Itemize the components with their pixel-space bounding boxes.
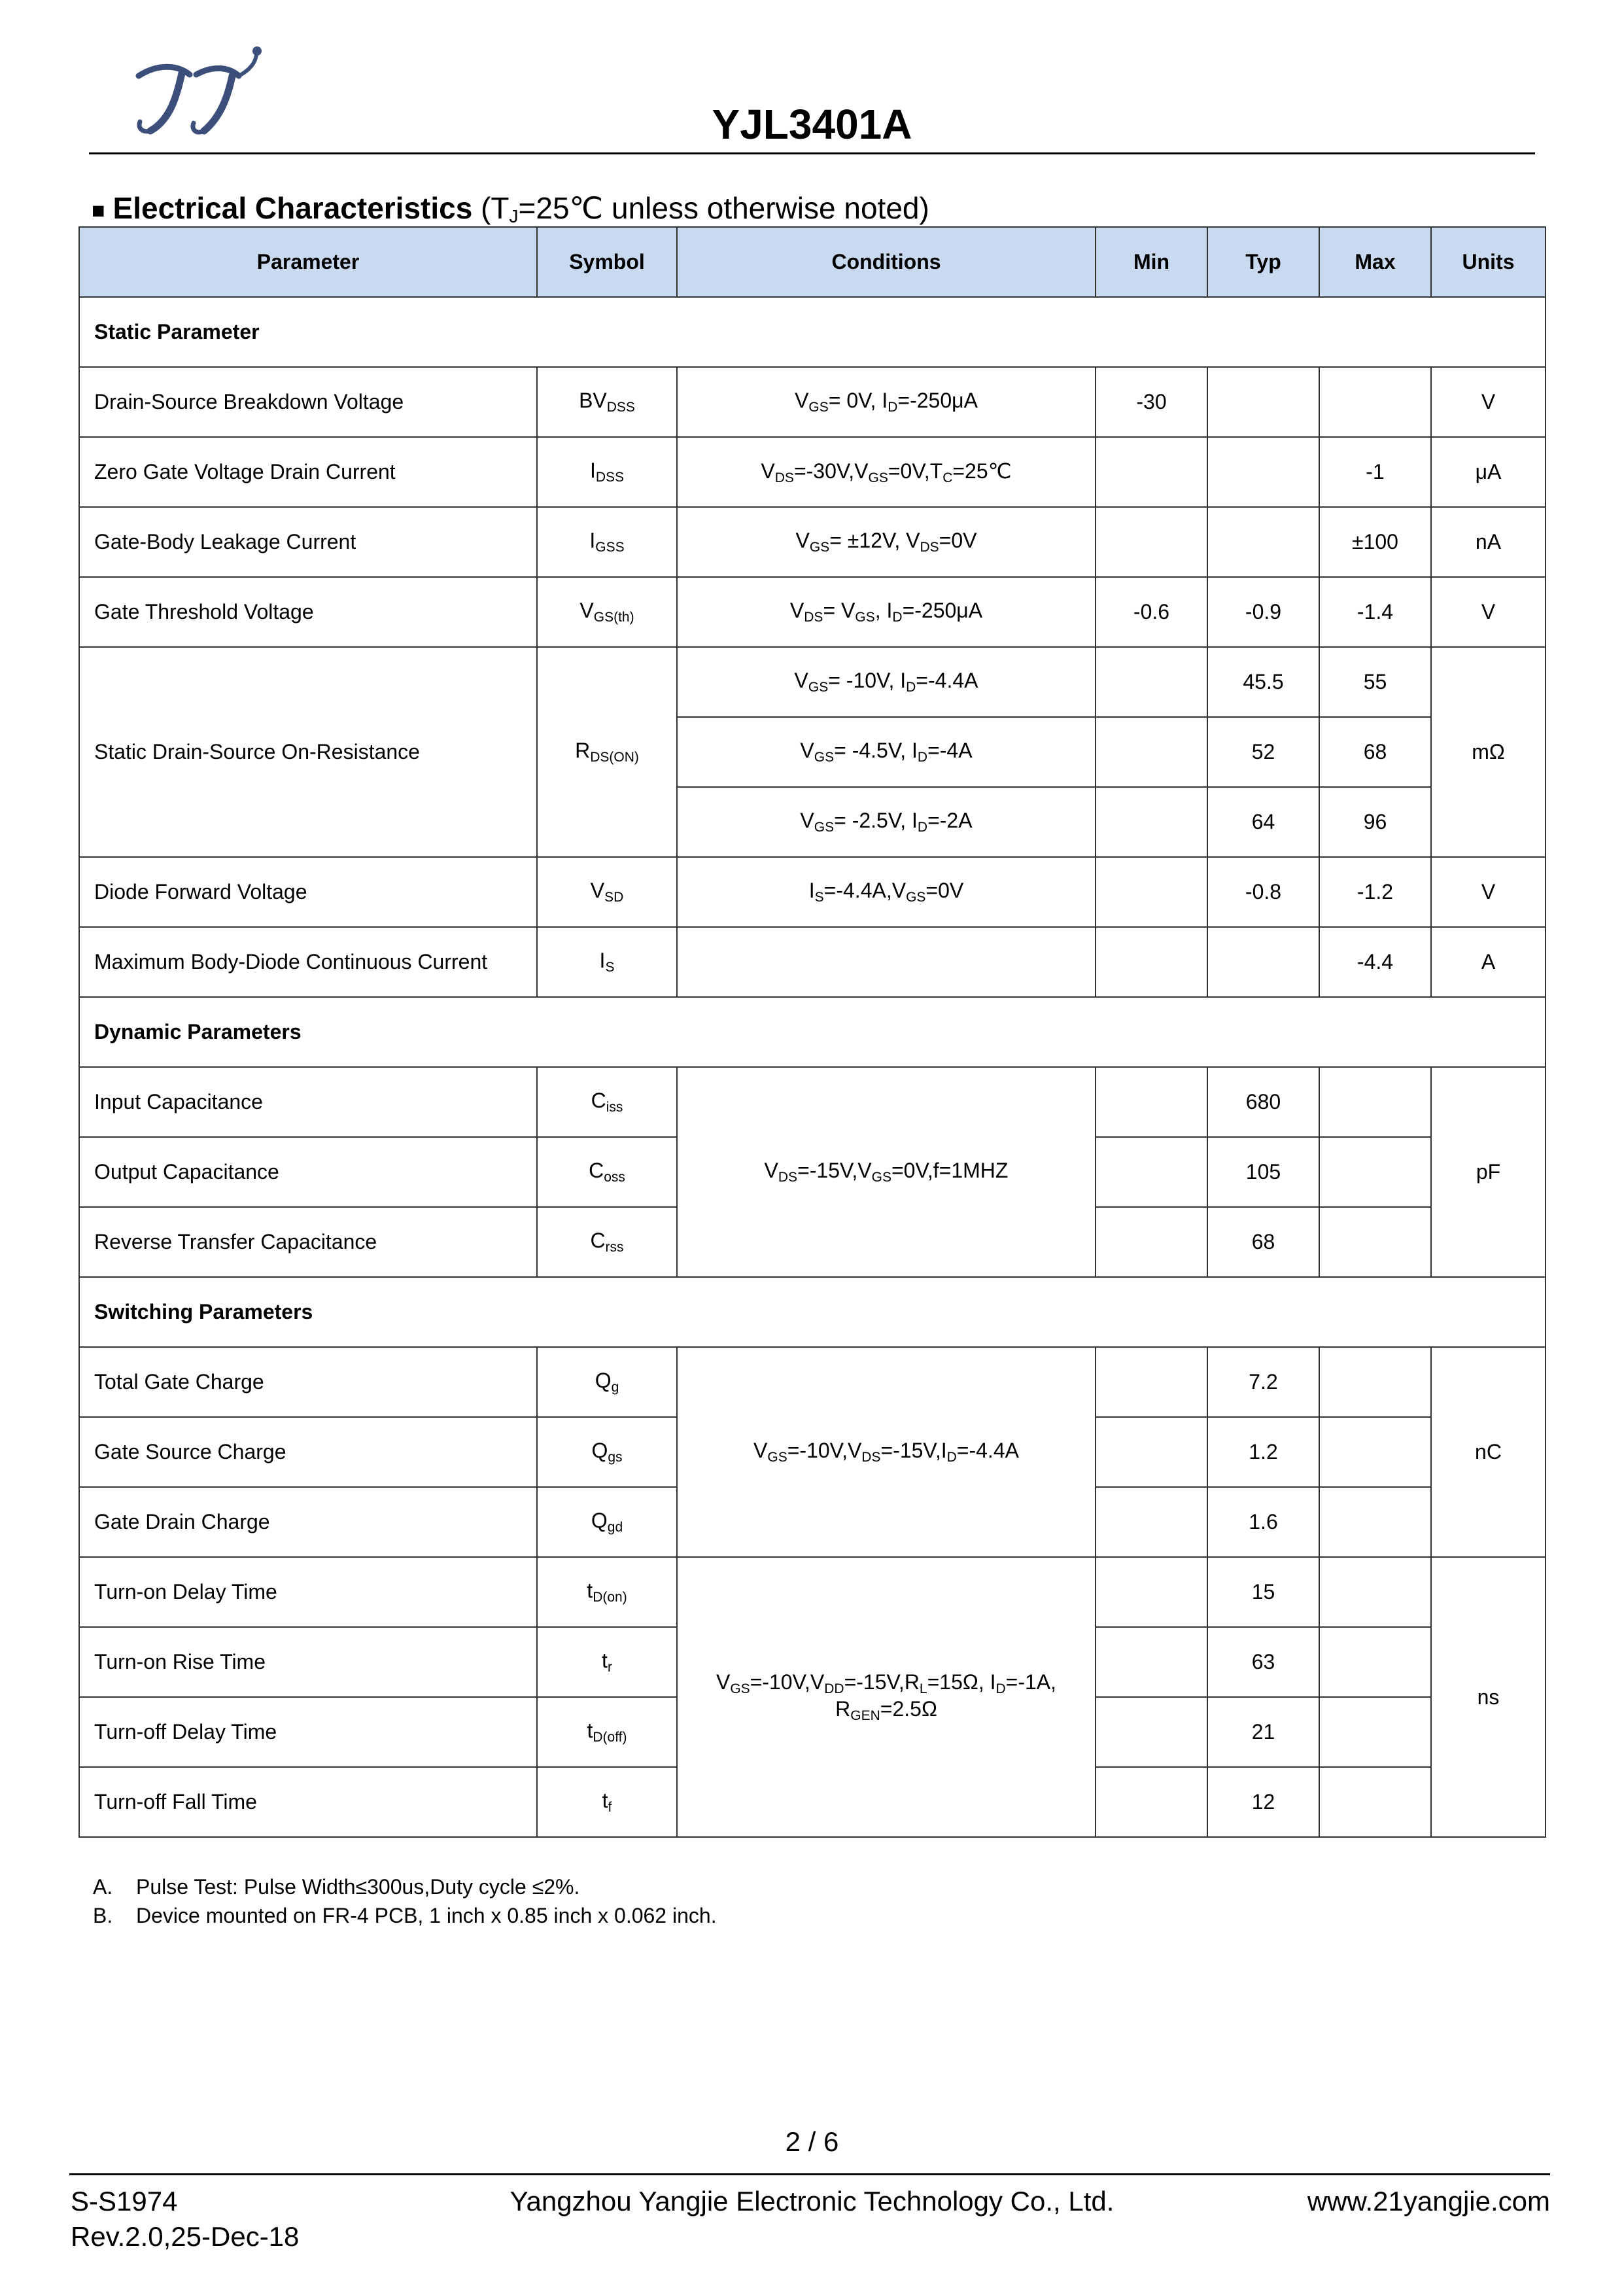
max-cell xyxy=(1319,1767,1431,1837)
max-cell: -1 xyxy=(1319,437,1431,507)
typ-cell: 105 xyxy=(1207,1137,1319,1207)
symbol-cell: $V_{GS(th)}$ xyxy=(537,577,677,647)
param-cell: Diode Forward Voltage xyxy=(79,857,537,927)
unit-cell: pF xyxy=(1431,1067,1546,1277)
section-switching-label: Switching Parameters xyxy=(79,1277,1546,1347)
table-row xyxy=(79,1067,1546,1137)
max-cell xyxy=(1319,1697,1431,1767)
typ-cell xyxy=(1207,927,1319,997)
min-cell xyxy=(1096,1487,1207,1557)
max-cell: ±100 xyxy=(1319,507,1431,577)
min-cell: -0.6 xyxy=(1096,577,1207,647)
min-cell xyxy=(1096,857,1207,927)
table-row xyxy=(79,577,1546,647)
param-cell: Gate Source Charge xyxy=(79,1417,537,1487)
table-row xyxy=(79,437,1546,507)
unit-cell: nC xyxy=(1431,1347,1546,1557)
table-header-row xyxy=(79,227,1546,297)
max-cell xyxy=(1319,1207,1431,1277)
square-bullet-icon: ■ xyxy=(92,198,105,223)
symbol-cell: $t_r$ xyxy=(537,1627,677,1697)
min-cell xyxy=(1096,717,1207,787)
header-typ: Typ xyxy=(1207,227,1319,297)
min-cell xyxy=(1096,1067,1207,1137)
website-url: www.21yangjie.com xyxy=(1307,2186,1550,2216)
symbol-cell: $I_{DSS}$ xyxy=(537,437,677,507)
symbol-cell: $t_{D(off)}$ xyxy=(537,1697,677,1767)
typ-cell xyxy=(1207,437,1319,507)
min-cell xyxy=(1096,647,1207,717)
min-cell xyxy=(1096,1627,1207,1697)
typ-cell: 12 xyxy=(1207,1767,1319,1837)
typ-cell: -0.9 xyxy=(1207,577,1319,647)
footnotes xyxy=(93,1872,717,1930)
header-parameter: Parameter xyxy=(79,227,537,297)
company-name: Yangzhou Yangjie Electronic Technology Co., Ltd. xyxy=(510,2186,1114,2216)
symbol-cell: $C_{iss}$ xyxy=(537,1067,677,1137)
header-symbol: Symbol xyxy=(537,227,677,297)
table-row xyxy=(79,857,1546,927)
page-number: 2 / 6 xyxy=(785,2126,839,2157)
max-cell: 55 xyxy=(1319,647,1431,717)
typ-cell: 45.5 xyxy=(1207,647,1319,717)
unit-cell: nA xyxy=(1431,507,1546,577)
param-cell: Turn-on Delay Time xyxy=(79,1557,537,1627)
condition-cell xyxy=(677,927,1096,997)
param-cell: Static Drain-Source On-Resistance xyxy=(79,647,537,857)
max-cell: 96 xyxy=(1319,787,1431,857)
part-number-title: YJL3401A xyxy=(712,101,912,148)
unit-cell: V xyxy=(1431,577,1546,647)
min-cell xyxy=(1096,1137,1207,1207)
min-cell xyxy=(1096,1697,1207,1767)
symbol-cell: $I_S$ xyxy=(537,927,677,997)
param-cell: Zero Gate Voltage Drain Current xyxy=(79,437,537,507)
typ-cell: 1.2 xyxy=(1207,1417,1319,1487)
max-cell xyxy=(1319,1487,1431,1557)
typ-cell: 15 xyxy=(1207,1557,1319,1627)
condition-cell: $V_{GS}=-10V,V_{DD}=-15V,R_L=15\Omega$, $I_D=-1A$, $R_{GEN}=2.5\Omega$ xyxy=(677,1557,1096,1837)
param-cell: Maximum Body-Diode Continuous Current xyxy=(79,927,537,997)
section-row-dynamic xyxy=(79,997,1546,1067)
max-cell xyxy=(1319,1137,1431,1207)
doc-code-text: S-S1974 xyxy=(71,2186,178,2216)
condition-cell: $V_{GS}= 0V$, $I_D=-250\mu A$ xyxy=(677,367,1096,437)
condition-cell: $V_{DS}=-15V,V_{GS}=0V,f=1MHZ$ xyxy=(677,1067,1096,1277)
header-max: Max xyxy=(1319,227,1431,297)
symbol-cell: $V_{SD}$ xyxy=(537,857,677,927)
max-cell xyxy=(1319,1417,1431,1487)
max-cell: -4.4 xyxy=(1319,927,1431,997)
table-row xyxy=(79,367,1546,437)
table-row xyxy=(79,1557,1546,1627)
max-cell: -1.4 xyxy=(1319,577,1431,647)
unit-cell: V xyxy=(1431,857,1546,927)
header-divider xyxy=(89,152,1535,154)
min-cell xyxy=(1096,927,1207,997)
param-cell: Reverse Transfer Capacitance xyxy=(79,1207,537,1277)
min-cell xyxy=(1096,507,1207,577)
unit-cell: mΩ xyxy=(1431,647,1546,857)
condition-cell: $V_{GS}= -4.5V$, $I_D=-4A$ xyxy=(677,717,1096,787)
typ-cell: 680 xyxy=(1207,1067,1319,1137)
condition-cell: $V_{GS}= -2.5V$, $I_D=-2A$ xyxy=(677,787,1096,857)
min-cell xyxy=(1096,787,1207,857)
min-cell xyxy=(1096,1557,1207,1627)
max-cell xyxy=(1319,1347,1431,1417)
typ-cell: 64 xyxy=(1207,787,1319,857)
section-condition: ($T_J=25℃$ unless otherwise noted) xyxy=(472,191,929,226)
max-cell xyxy=(1319,1557,1431,1627)
symbol-cell: $I_{GSS}$ xyxy=(537,507,677,577)
symbol-cell: $C_{oss}$ xyxy=(537,1137,677,1207)
footnote-b: B. Device mounted on FR-4 PCB, 1 inch x 0.85 inch x 0.062 inch. xyxy=(93,1904,717,1927)
unit-cell: V xyxy=(1431,367,1546,437)
min-cell xyxy=(1096,1767,1207,1837)
param-cell: Turn-off Delay Time xyxy=(79,1697,537,1767)
electrical-characteristics-table xyxy=(78,226,1546,1838)
footer-divider xyxy=(69,2173,1550,2175)
symbol-cell: $C_{rss}$ xyxy=(537,1207,677,1277)
condition-cell: $I_S=-4.4A,V_{GS}=0V$ xyxy=(677,857,1096,927)
param-cell: Gate Drain Charge xyxy=(79,1487,537,1557)
header-min: Min xyxy=(1096,227,1207,297)
param-cell: Output Capacitance xyxy=(79,1137,537,1207)
unit-cell: ns xyxy=(1431,1557,1546,1837)
symbol-cell: $t_f$ xyxy=(537,1767,677,1837)
param-cell: Turn-off Fall Time xyxy=(79,1767,537,1837)
section-row-static xyxy=(79,297,1546,367)
table-row xyxy=(79,507,1546,577)
symbol-cell: $Q_g$ xyxy=(537,1347,677,1417)
max-cell xyxy=(1319,1067,1431,1137)
symbol-cell: $BV_{DSS}$ xyxy=(537,367,677,437)
max-cell xyxy=(1319,1627,1431,1697)
min-cell xyxy=(1096,1207,1207,1277)
typ-cell: 68 xyxy=(1207,1207,1319,1277)
min-cell xyxy=(1096,1347,1207,1417)
symbol-cell: $R_{DS(ON)}$ xyxy=(537,647,677,857)
param-cell: Input Capacitance xyxy=(79,1067,537,1137)
section-title-text: Electrical Characteristics xyxy=(112,191,473,225)
typ-cell: 63 xyxy=(1207,1627,1319,1697)
symbol-cell: $Q_{gd}$ xyxy=(537,1487,677,1557)
param-cell: Total Gate Charge xyxy=(79,1347,537,1417)
section-dynamic-label: Dynamic Parameters xyxy=(79,997,1546,1067)
table-row xyxy=(79,647,1546,717)
condition-cell: $V_{DS}=-30V,V_{GS}=0V,T_C=25℃$ xyxy=(677,437,1096,507)
symbol-cell: $t_{D(on)}$ xyxy=(537,1557,677,1627)
table-row xyxy=(79,1347,1546,1417)
typ-cell: 21 xyxy=(1207,1697,1319,1767)
max-cell: -1.2 xyxy=(1319,857,1431,927)
revision-text: Rev.2.0,25-Dec-18 xyxy=(71,2221,300,2252)
condition-cell: $V_{GS}= -10V$, $I_D=-4.4A$ xyxy=(677,647,1096,717)
param-cell: Gate Threshold Voltage xyxy=(79,577,537,647)
typ-cell xyxy=(1207,507,1319,577)
unit-cell: μA xyxy=(1431,437,1546,507)
table-row xyxy=(79,927,1546,997)
param-cell: Turn-on Rise Time xyxy=(79,1627,537,1697)
section-row-switching xyxy=(79,1277,1546,1347)
section-static-label: Static Parameter xyxy=(79,297,1546,367)
min-cell xyxy=(1096,437,1207,507)
typ-cell: 1.6 xyxy=(1207,1487,1319,1557)
header-units: Units xyxy=(1431,227,1546,297)
typ-cell: 7.2 xyxy=(1207,1347,1319,1417)
max-cell: 68 xyxy=(1319,717,1431,787)
condition-cell: $V_{GS}= \pm 12V$, $V_{DS}=0V$ xyxy=(677,507,1096,577)
condition-cell: $V_{GS}=-10V,V_{DS}=-15V,I_D=-4.4A$ xyxy=(677,1347,1096,1557)
typ-cell: 52 xyxy=(1207,717,1319,787)
param-cell: Gate-Body Leakage Current xyxy=(79,507,537,577)
param-cell: Drain-Source Breakdown Voltage xyxy=(79,367,537,437)
max-cell xyxy=(1319,367,1431,437)
unit-cell: A xyxy=(1431,927,1546,997)
min-cell xyxy=(1096,1417,1207,1487)
symbol-cell: $Q_{gs}$ xyxy=(537,1417,677,1487)
footnote-a: A. Pulse Test: Pulse Width≤300us,Duty cycle ≤2%. xyxy=(93,1875,580,1899)
condition-cell: $V_{DS}= V_{GS}$, $I_D=-250\mu A$ xyxy=(677,577,1096,647)
typ-cell: -0.8 xyxy=(1207,857,1319,927)
header-conditions: Conditions xyxy=(677,227,1096,297)
typ-cell xyxy=(1207,367,1319,437)
min-cell: -30 xyxy=(1096,367,1207,437)
